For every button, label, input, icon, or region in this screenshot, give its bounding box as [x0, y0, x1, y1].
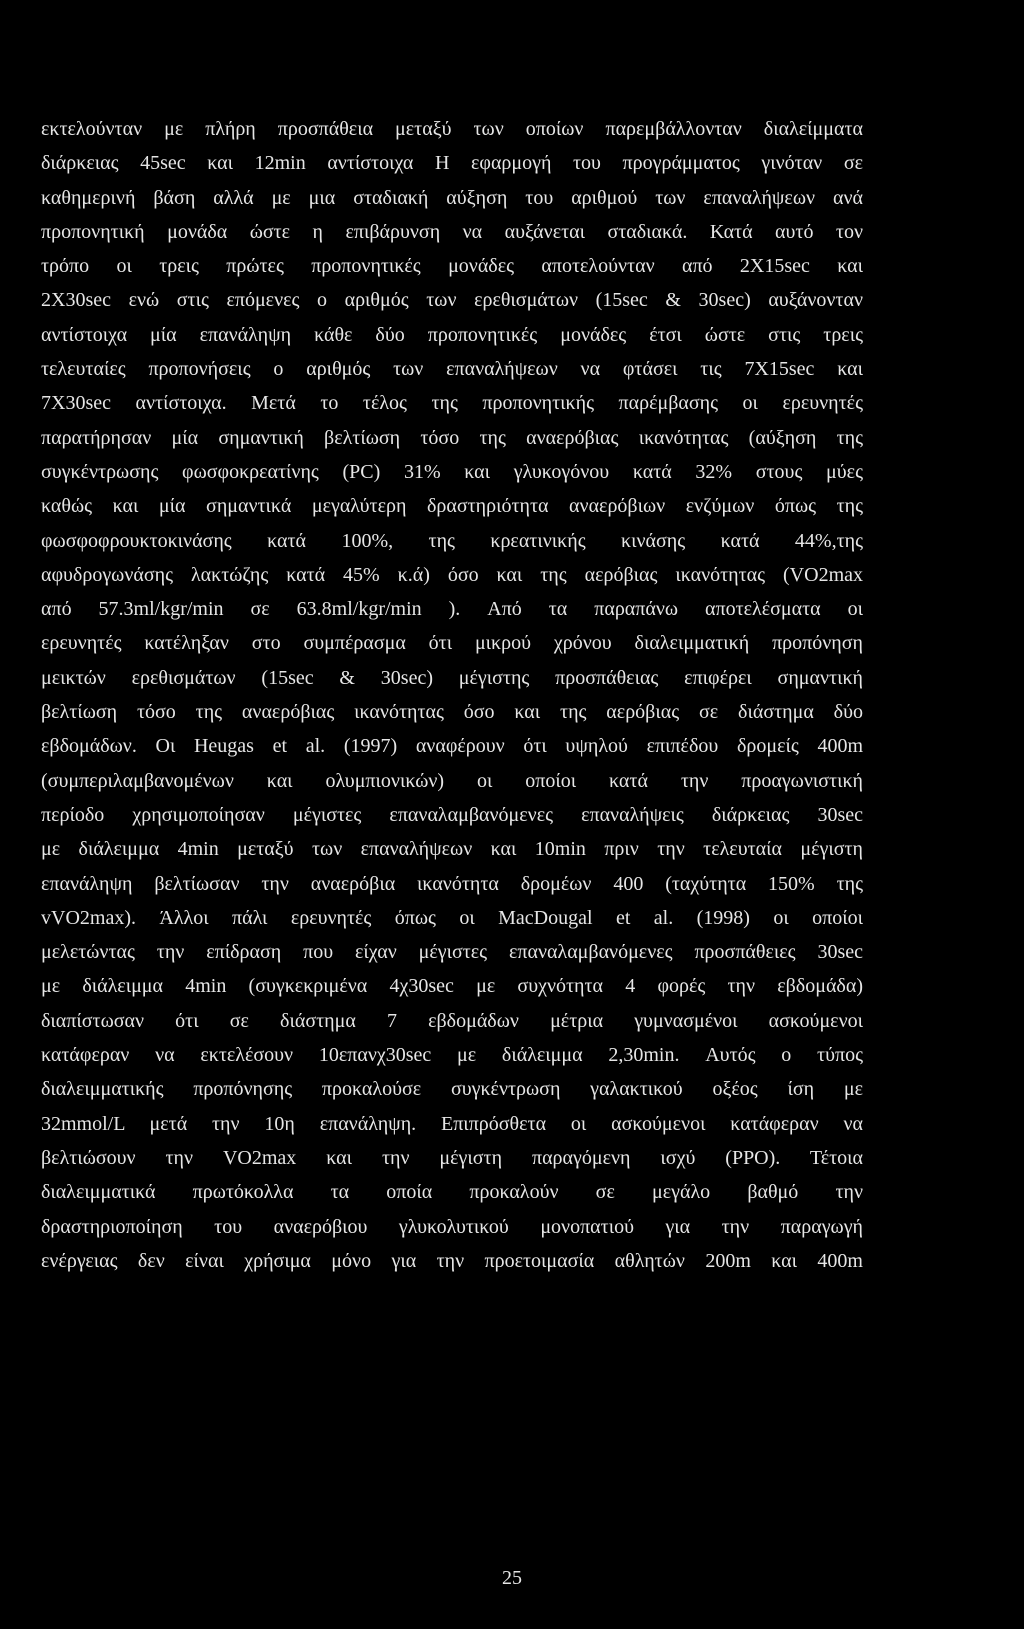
text-line-34: ενέργειας δεν είναι χρήσιμα μόνο για την προετοιμασία αθλητών 200m και 400m: [41, 1249, 863, 1272]
text-line-18: βελτίωση τόσο της αναερόβιας ικανότητας όσο και της αερόβιας σε διάστημα δύο: [41, 701, 863, 724]
text-line-31: βελτιώσουν την VO2max και την μέγιστη παραγόμενη ισχύ (PPO). Τέτοια: [41, 1146, 863, 1169]
text-line-20: (συμπεριλαμβανομένων και ολυμπιονικών) οι οποίοι κατά την προαγωνιστική: [41, 769, 863, 792]
text-line-28: κατάφεραν να εκτελέσουν 10επανχ30sec με διάλειμμα 2,30min. Αυτός ο τύπος: [41, 1044, 863, 1067]
body-text: [41, 112, 863, 1278]
text-line-21: περίοδο χρησιμοποίησαν μέγιστες επαναλαμβανόμενες επαναλήψεις διάρκειας 30sec: [41, 803, 863, 826]
text-line-16: ερευνητές κατέληξαν στο συμπέρασμα ότι μικρού χρόνου διαλειμματική προπόνηση: [41, 632, 863, 655]
text-line-23: επανάληψη βελτίωσαν την αναερόβια ικανότητα δρομέων 400 (ταχύτητα 150% της: [41, 872, 863, 895]
text-line-15: από 57.3ml/kgr/min σε 63.8ml/kgr/min ). Από τα παραπάνω αποτελέσματα οι: [41, 598, 863, 621]
page-number: 25: [502, 1567, 522, 1589]
text-line-6: 2X30sec ενώ στις επόμενες ο αριθμός των ερεθισμάτων (15sec & 30sec) αυξάνονταν: [41, 289, 863, 312]
text-line-9: 7X30sec αντίστοιχα. Μετά το τέλος της προπονητικής παρέμβασης οι ερευνητές: [41, 392, 863, 415]
text-line-27: διαπίστωσαν ότι σε διάστημα 7 εβδομάδων μέτρια γυμνασμένοι ασκούμενοι: [41, 1009, 863, 1032]
text-line-3: καθημερινή βάση αλλά με μια σταδιακή αύξηση του αριθμού των επαναλήψεων ανά: [41, 186, 863, 209]
text-line-22: με διάλειμμα 4min μεταξύ των επαναλήψεων και 10min πριν την τελευταία μέγιστη: [41, 838, 863, 861]
text-line-25: μελετώντας την επίδραση που είχαν μέγιστες επαναλαμβανόμενες προσπάθειες 30sec: [41, 941, 863, 964]
text-line-5: τρόπο οι τρεις πρώτες προπονητικές μονάδες αποτελούνταν από 2X15sec και: [41, 255, 863, 278]
text-line-2: διάρκειας 45sec και 12min αντίστοιχα Η εφαρμογή του προγράμματος γινόταν σε: [41, 152, 863, 175]
text-line-11: συγκέντρωσης φωσφοκρεατίνης (PC) 31% και γλυκογόνου κατά 32% στους μύες: [41, 460, 863, 483]
text-line-30: 32mmol/L μετά την 10η επανάληψη. Επιπρόσθετα οι ασκούμενοι κατάφεραν να: [41, 1112, 863, 1135]
text-line-4: προπονητική μονάδα ώστε η επιβάρυνση να αυξάνεται σταδιακά. Κατά αυτό τον: [41, 220, 863, 243]
text-line-32: διαλειμματικά πρωτόκολλα τα οποία προκαλούν σε μεγάλο βαθμό την: [41, 1181, 863, 1204]
text-line-14: αφυδρογωνάσης λακτώζης κατά 45% κ.ά) όσο και της αερόβιας ικανότητας (VO2max: [41, 563, 863, 586]
text-line-13: φωσφοφρουκτοκινάσης κατά 100%, της κρεατινικής κινάσης κατά 44%,της: [41, 529, 863, 552]
text-line-19: εβδομάδων. Οι Heugas et al. (1997) αναφέρουν ότι υψηλού επιπέδου δρομείς 400m: [41, 735, 863, 758]
text-line-8: τελευταίες προπονήσεις ο αριθμός των επαναλήψεων να φτάσει τις 7X15sec και: [41, 358, 863, 381]
text-line-26: με διάλειμμα 4min (συγκεκριμένα 4χ30sec με συχνότητα 4 φορές την εβδομάδα): [41, 975, 863, 998]
text-line-1: εκτελούνταν με πλήρη προσπάθεια μεταξύ των οποίων παρεμβάλλονταν διαλείμματα: [41, 118, 863, 140]
text-line-10: παρατήρησαν μία σημαντική βελτίωση τόσο της αναερόβιας ικανότητας (αύξηση της: [41, 426, 863, 449]
text-line-24: vVO2max). Άλλοι πάλι ερευνητές όπως οι MacDougal et al. (1998) οι οποίοι: [41, 906, 863, 929]
text-line-12: καθώς και μία σημαντικά μεγαλύτερη δραστηριότητα αναερόβιων ενζύμων όπως της: [41, 495, 863, 518]
text-line-33: δραστηριοποίηση του αναερόβιου γλυκολυτικού μονοπατιού για την παραγωγή: [41, 1215, 863, 1238]
text-line-29: διαλειμματικής προπόνησης προκαλούσε συγκέντρωση γαλακτικού οξέος ίση με: [41, 1078, 863, 1101]
text-line-7: αντίστοιχα μία επανάληψη κάθε δύο προπονητικές μονάδες έτσι ώστε στις τρεις: [41, 323, 863, 346]
text-line-17: μεικτών ερεθισμάτων (15sec & 30sec) μέγιστης προσπάθειας επιφέρει σημαντική: [41, 666, 863, 689]
